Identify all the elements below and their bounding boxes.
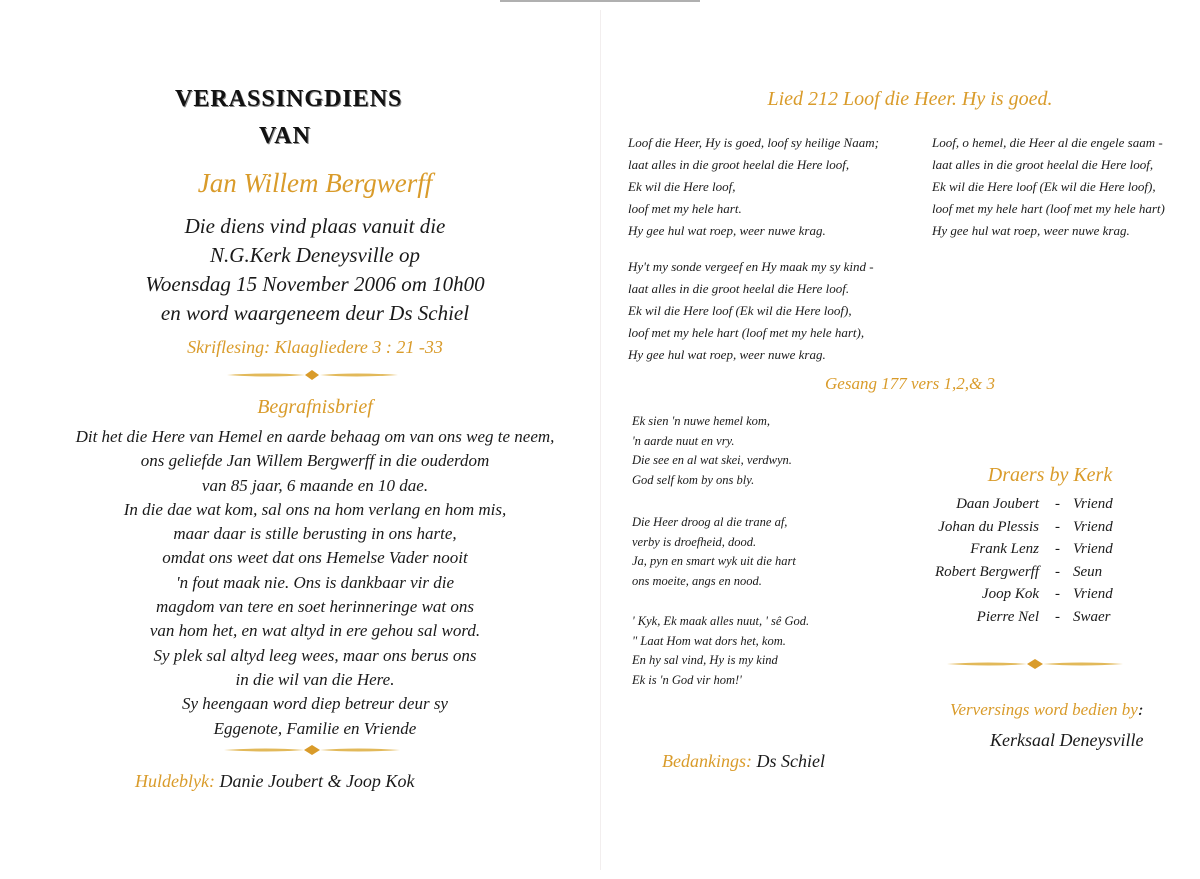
pallbearer-row <box>915 564 1155 587</box>
deceased-name: Jan Willem Bergwerff <box>197 168 433 198</box>
verse-line: Ek sien 'n nuwe hemel kom, <box>632 414 771 428</box>
pallbearer-row <box>915 586 1155 609</box>
letter-line: van hom het, en wat altyd in ere gehou sal word. <box>149 621 481 641</box>
letter-line: magdom van tere en soet herinneringe wat ons <box>155 597 475 617</box>
service-line: Die diens vind plaas vanuit die <box>184 214 446 238</box>
pallbearer-name: Frank Lenz <box>970 541 1039 557</box>
tribute-names: Danie Joubert & Joop Kok <box>214 771 415 791</box>
letter-line: in die wil van die Here. <box>235 669 395 689</box>
pallbearer-name: Johan du Plessis <box>938 518 1039 535</box>
pallbearers-list <box>915 496 1155 631</box>
verse-line: Die see en al wat skei, verdwyn. <box>632 453 792 468</box>
ornament-divider <box>225 369 400 381</box>
hymn-verse-3 <box>932 132 1165 242</box>
tribute <box>135 771 414 792</box>
pallbearer-name: Joop Kok <box>981 586 1039 602</box>
verse-line: " Laat Hom wat dors het, kom. <box>632 633 786 648</box>
verse-line: ' Kyk, Ek maak alles nuut, ' sê God. <box>632 614 810 628</box>
pallbearer-dash: - <box>1055 608 1060 625</box>
letter-line: Sy heengaan word diep betreur deur sy <box>182 694 448 714</box>
pallbearer-role: Vriend <box>1073 541 1113 557</box>
verse-line: verby is droefheid, dood. <box>632 534 757 549</box>
verse-line: loof met my hele hart. <box>628 201 742 216</box>
pallbearer-dash: - <box>1055 586 1060 602</box>
service-line: Woensdag 15 November 2006 om 10h00 <box>145 272 485 296</box>
gesang-verse-1 <box>632 412 792 490</box>
letter-line: Sy plek sal altyd leeg wees, maar ons berus ons <box>153 645 477 665</box>
verse-line: God self kom by ons bly. <box>632 472 755 487</box>
verse-line: Ek wil die Here loof (Ek wil die Here loof), <box>628 303 852 318</box>
pallbearers-title: Draers by Kerk <box>987 464 1113 486</box>
pallbearer-role: Vriend <box>1073 496 1113 512</box>
service-details <box>100 212 530 328</box>
letter-line: ons geliefde Jan Willem Bergwerff in die ouderdom <box>140 451 490 471</box>
refreshments-venue: Kerksaal Deneysville <box>990 730 1144 750</box>
gesang-title: Gesang 177 vers 1,2,& 3 <box>825 374 995 393</box>
pallbearer-row <box>915 609 1155 632</box>
verse-line: loof met my hele hart (loof met my hele hart) <box>932 201 1165 216</box>
pallbearer-name: Robert Bergwerff <box>934 563 1039 580</box>
ornament-divider <box>222 744 402 756</box>
scripture-reading: Skriflesing: Klaagliedere 3 : 21 -33 <box>187 337 443 357</box>
verse-line: En hy sal vind, Hy is my kind <box>632 653 778 668</box>
letter-line: 'n fout maak nie. Ons is dankbaar vir die <box>176 572 454 592</box>
letter-line: maar daar is stille berusting in ons harte, <box>173 524 457 544</box>
hymn-title: Lied 212 Loof die Heer. Hy is goed. <box>767 88 1053 110</box>
program-title: VERASSINGDIENS <box>175 86 403 112</box>
page-fold <box>600 10 601 870</box>
pallbearer-row <box>915 541 1155 564</box>
service-line: N.G.Kerk Deneysville op <box>210 243 420 267</box>
pallbearer-dash: - <box>1055 563 1060 580</box>
pallbearer-role: Vriend <box>1073 586 1113 602</box>
hymn-verse-1 <box>628 132 879 242</box>
hymn-verse-2 <box>628 256 874 366</box>
verse-line: Hy gee hul wat roep, weer nuwe krag. <box>628 347 826 362</box>
pallbearer-name: Daan Joubert <box>956 496 1039 512</box>
verse-line: Loof, o hemel, die Heer al die engele saam - <box>932 135 1163 150</box>
refreshments-label: Verversings word bedien by <box>950 700 1138 719</box>
pallbearer-row <box>915 496 1155 519</box>
verse-line: laat alles in die groot heelal die Here loof, <box>932 157 1154 172</box>
verse-line: Ja, pyn en smart wyk uit die hart <box>632 554 796 569</box>
letter-line: Eggenote, Familie en Vriende <box>213 718 417 738</box>
verse-line: laat alles in die groot heelal die Here loof. <box>628 281 850 296</box>
verse-line: Die Heer droog al die trane af, <box>632 515 788 529</box>
service-line: en word waargeneem deur Ds Schiel <box>160 301 470 325</box>
pallbearer-dash: - <box>1055 518 1060 535</box>
letter-line: In die dae wat kom, sal ons na hom verlang en hom mis, <box>123 499 507 519</box>
pallbearer-dash: - <box>1055 496 1060 512</box>
verse-line: ons moeite, angs en nood. <box>632 573 762 588</box>
verse-line: Loof die Heer, Hy is goed, loof sy heilige Naam; <box>628 135 879 150</box>
letter-title: Begrafnisbrief <box>257 396 373 418</box>
verse-line: Hy't my sonde vergeef en Hy maak my sy kind - <box>628 259 874 274</box>
pallbearer-role: Vriend <box>1073 518 1113 535</box>
pallbearer-dash: - <box>1055 541 1060 557</box>
thanks <box>662 751 825 772</box>
verse-line: Hy gee hul wat roep, weer nuwe krag. <box>628 223 826 238</box>
gesang-verse-3 <box>632 612 809 690</box>
verse-line: 'n aarde nuut en vry. <box>632 433 735 448</box>
tribute-label: Huldeblyk: <box>135 771 215 791</box>
program-title-van: VAN <box>259 123 311 149</box>
verse-line: Ek is 'n God vir hom!' <box>632 672 742 687</box>
verse-line: Ek wil die Here loof, <box>628 179 736 194</box>
pallbearer-row <box>915 519 1155 542</box>
funeral-letter <box>30 425 600 741</box>
pallbearer-role: Seun <box>1073 563 1103 580</box>
gesang-verse-2 <box>632 513 796 591</box>
refreshments <box>950 700 1144 720</box>
thanks-label: Bedankings: <box>662 751 752 771</box>
verse-line: laat alles in die groot heelal die Here loof, <box>628 157 850 172</box>
ornament-divider <box>945 658 1125 670</box>
verse-line: Ek wil die Here loof (Ek wil die Here loof), <box>932 179 1156 194</box>
thanks-value: Ds Schiel <box>751 751 825 771</box>
top-edge-line <box>500 0 700 2</box>
letter-line: omdat ons weet dat ons Hemelse Vader nooit <box>162 548 468 568</box>
pallbearer-role: Swaer <box>1073 608 1111 625</box>
verse-line: loof met my hele hart (loof met my hele hart), <box>628 325 865 340</box>
letter-line: van 85 jaar, 6 maande en 10 dae. <box>201 475 429 495</box>
refreshments-colon: : <box>1137 700 1144 720</box>
letter-line: Dit het die Here van Hemel en aarde behaag om van ons weg te neem, <box>75 427 555 446</box>
verse-line: Hy gee hul wat roep, weer nuwe krag. <box>932 223 1130 238</box>
pallbearer-name: Pierre Nel <box>976 608 1039 625</box>
